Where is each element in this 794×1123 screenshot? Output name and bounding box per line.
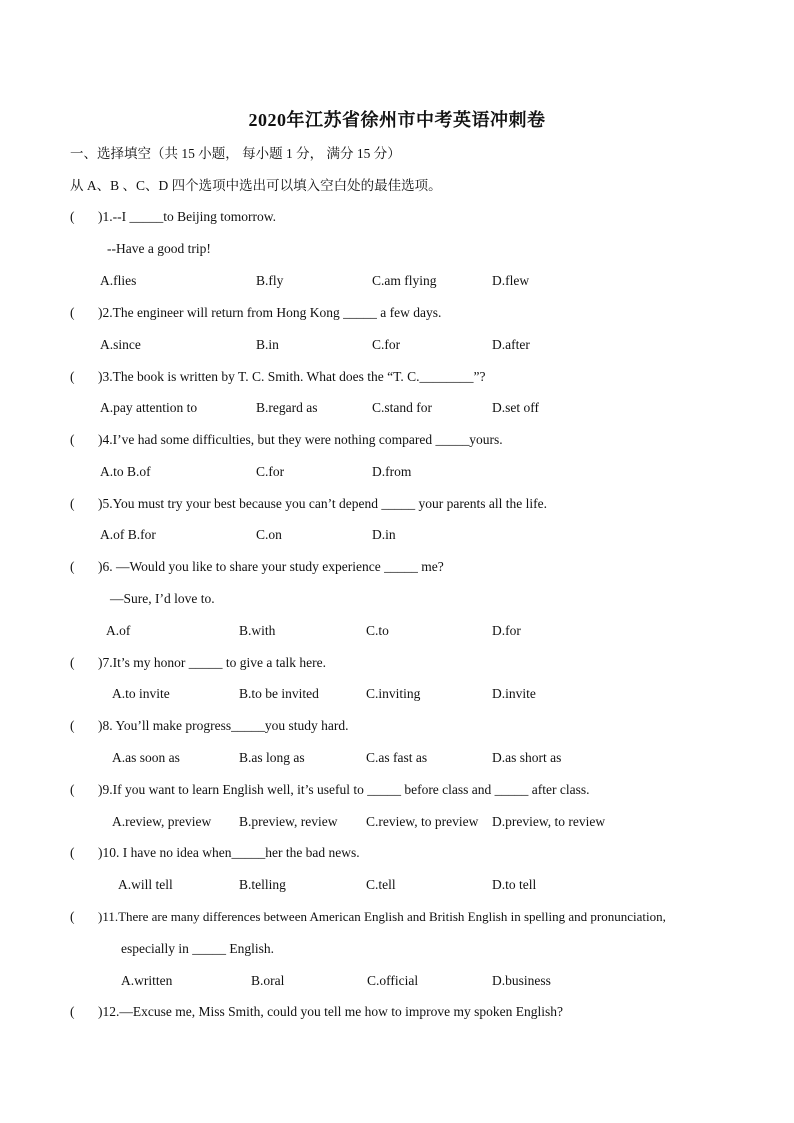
q6-option-c: C.to (366, 623, 389, 638)
page-title: 2020年江苏省徐州市中考英语冲刺卷 (248, 110, 546, 130)
answer-paren-3: ( (70, 369, 75, 384)
question-4-text: )4.I’ve had some difficulties, but they were nothing compared _____yours. (98, 432, 503, 447)
q9-option-b: B.preview, review (239, 814, 338, 829)
question-10-text: )10. I have no idea when_____her the bad news. (98, 845, 360, 860)
question-8-text: )8. You’ll make progress_____you study hard. (98, 718, 349, 733)
question-2-text: )2.The engineer will return from Hong Kong _____ a few days. (98, 305, 442, 320)
q2-option-b: B.in (256, 337, 279, 352)
q1-option-a: A.flies (100, 273, 137, 288)
question-5-text: )5.You must try your best because you can’t depend _____ your parents all the life. (98, 496, 548, 511)
q7-option-a: A.to invite (112, 686, 170, 701)
q8-option-d: D.as short as (492, 750, 562, 765)
q1-option-b: B.fly (256, 273, 284, 288)
question-3-text: )3.The book is written by T. C. Smith. What does the “T. C.________”? (98, 369, 486, 384)
question-6-text: )6. —Would you like to share your study experience _____ me? (98, 559, 444, 574)
q4-option-c: C.for (256, 464, 285, 479)
question-1-text: )1.--I _____to Beijing tomorrow. (98, 209, 276, 224)
q2-option-c: C.for (372, 337, 401, 352)
q10-option-c: C.tell (366, 877, 396, 892)
q3-option-b: B.regard as (256, 400, 318, 415)
question-12-text: )12.—Excuse me, Miss Smith, could you tell me how to improve my spoken English? (98, 1004, 563, 1019)
q8-option-b: B.as long as (239, 750, 305, 765)
answer-paren-8: ( (70, 718, 75, 733)
q1-option-c: C.am flying (372, 273, 437, 288)
q11-option-b: B.oral (251, 973, 285, 988)
question-7-text: )7.It’s my honor _____ to give a talk here. (98, 655, 326, 670)
q2-option-a: A.since (100, 337, 141, 352)
answer-paren-9: ( (70, 782, 75, 797)
answer-paren-4: ( (70, 432, 75, 447)
q4-option-d: D.from (372, 464, 412, 479)
answer-paren-7: ( (70, 655, 75, 670)
q8-option-c: C.as fast as (366, 750, 428, 765)
answer-paren-6: ( (70, 559, 75, 574)
question-11-text: )11.There are many differences between American English and British English in spelling and pronunciation, (98, 909, 666, 924)
question-6-reply: —Sure, I’d love to. (110, 591, 215, 606)
q6-option-d: D.for (492, 623, 521, 638)
q10-option-d: D.to tell (492, 877, 537, 892)
q10-option-a: A.will tell (118, 877, 173, 892)
answer-paren-1: ( (70, 209, 75, 224)
q5-option-ab: A.of B.for (100, 527, 156, 542)
q7-option-b: B.to be invited (239, 686, 319, 701)
answer-paren-5: ( (70, 496, 75, 511)
q9-option-c: C.review, to preview (366, 814, 479, 829)
question-11-continuation: especially in _____ English. (121, 941, 274, 956)
q3-option-a: A.pay attention to (100, 400, 198, 415)
section-instruction: 从 A、B 、C、D 四个选项中选出可以填入空白处的最佳选项。 (70, 178, 442, 193)
q9-option-a: A.review, preview (112, 814, 212, 829)
q7-option-c: C.inviting (366, 686, 421, 701)
q6-option-b: B.with (239, 623, 276, 638)
q3-option-c: C.stand for (372, 400, 432, 415)
question-1-reply: --Have a good trip! (107, 241, 211, 256)
answer-paren-11: ( (70, 909, 75, 924)
q2-option-d: D.after (492, 337, 530, 352)
q3-option-d: D.set off (492, 400, 539, 415)
q11-option-c: C.official (367, 973, 419, 988)
answer-paren-10: ( (70, 845, 75, 860)
q9-option-d: D.preview, to review (492, 814, 606, 829)
q8-option-a: A.as soon as (112, 750, 180, 765)
question-9-text: )9.If you want to learn English well, it’s useful to _____ before class and _____ after class. (98, 782, 590, 797)
q11-option-a: A.written (121, 973, 173, 988)
answer-paren-12: ( (70, 1004, 75, 1019)
q7-option-d: D.invite (492, 686, 536, 701)
q5-option-c: C.on (256, 527, 282, 542)
q4-option-ab: A.to B.of (100, 464, 151, 479)
q1-option-d: D.flew (492, 273, 530, 288)
answer-paren-2: ( (70, 305, 75, 320)
q5-option-d: D.in (372, 527, 396, 542)
q6-option-a: A.of (106, 623, 131, 638)
section-heading: 一、选择填空（共 15 小题， 每小题 1 分， 满分 15 分） (70, 146, 401, 161)
q11-option-d: D.business (492, 973, 551, 988)
q10-option-b: B.telling (239, 877, 286, 892)
